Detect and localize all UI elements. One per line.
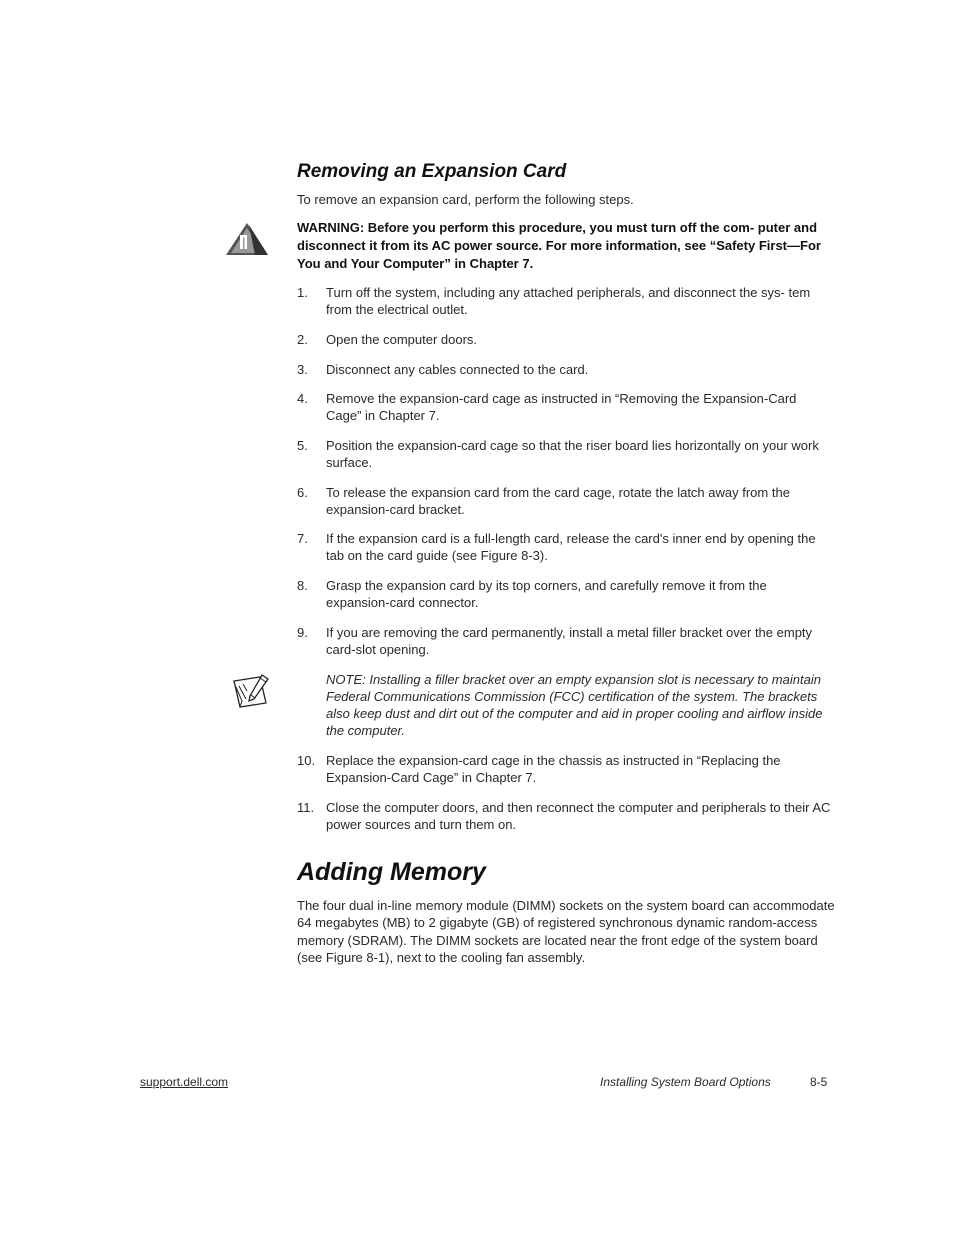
- footer-chapter-title: Installing System Board Options: [600, 1075, 771, 1089]
- step-text: To release the expansion card from the card cage, rotate the latch away from the expansion-card bracket.: [326, 485, 790, 517]
- memory-heading: Adding Memory: [297, 858, 486, 886]
- step-text: Position the expansion-card cage so that the riser board lies horizontally on your work surface.: [326, 438, 819, 470]
- step-text: If the expansion card is a full-length card, release the card's inner end by opening the tab on the card guide (see Figure 8-3).: [326, 531, 816, 563]
- step-number: 3.: [297, 362, 308, 377]
- memory-body-text: The four dual in-line memory module (DIMM) sockets on the system board can accommodate 64 megabytes (MB) to 2 gigabyte (GB) of registered synchronous dynamic random-access memory (SDRAM). The DIMM sockets are located near the front edge of the system board (see Figure 8-1), next to the cooling fan assembly.: [297, 898, 835, 966]
- step-number: 10.: [297, 753, 316, 768]
- warning-triangle-icon: [225, 222, 269, 256]
- page-number: 8-5: [810, 1075, 828, 1089]
- warning-text: WARNING: Before you perform this procedure, you must turn off the com- puter and disconnect it from its AC power source. For more information, see “Safety First—For You and Your Computer” in Chapter 7.: [297, 220, 821, 271]
- note-text: NOTE: Installing a filler bracket over an empty expansion slot is necessary to maintain Federal Communications Commission (FCC) certification of the system. The brackets also keep dust and dirt out of the computer and aid in proper cooling and airflow inside the computer.: [326, 672, 823, 738]
- step-text: Replace the expansion-card cage in the chassis as instructed in “Replacing the Expansion-Card Cage” in Chapter 7.: [326, 753, 781, 785]
- step-text: Open the computer doors.: [326, 332, 478, 347]
- step-number: 6.: [297, 485, 308, 500]
- section-heading: Removing an Expansion Card: [297, 161, 567, 182]
- step-text: Close the computer doors, and then reconnect the computer and peripherals to their AC power sources and turn them on.: [326, 800, 831, 832]
- step-number: 8.: [297, 578, 308, 593]
- support-link[interactable]: support.dell.com: [140, 1075, 229, 1089]
- step-number: 7.: [297, 531, 308, 546]
- step-number: 4.: [297, 391, 308, 406]
- step-number: 5.: [297, 438, 308, 453]
- step-text: If you are removing the card permanently, install a metal filler bracket over the empty card-slot opening.: [326, 625, 813, 657]
- step-number: 11.: [297, 800, 315, 815]
- step-number: 9.: [297, 625, 308, 640]
- intro-text: To remove an expansion card, perform the following steps.: [297, 192, 634, 207]
- step-number: 2.: [297, 332, 308, 347]
- step-text: Remove the expansion-card cage as instructed in “Removing the Expansion-Card Cage” in Chapter 7.: [326, 391, 797, 423]
- step-text: Grasp the expansion card by its top corners, and carefully remove it from the expansion-card connector.: [326, 578, 767, 610]
- step-text: Disconnect any cables connected to the card.: [326, 362, 589, 377]
- step-text: Turn off the system, including any attached peripherals, and disconnect the sys- tem from the electrical outlet.: [326, 285, 811, 317]
- note-pencil-icon: [232, 673, 272, 709]
- step-number: 1.: [297, 285, 308, 300]
